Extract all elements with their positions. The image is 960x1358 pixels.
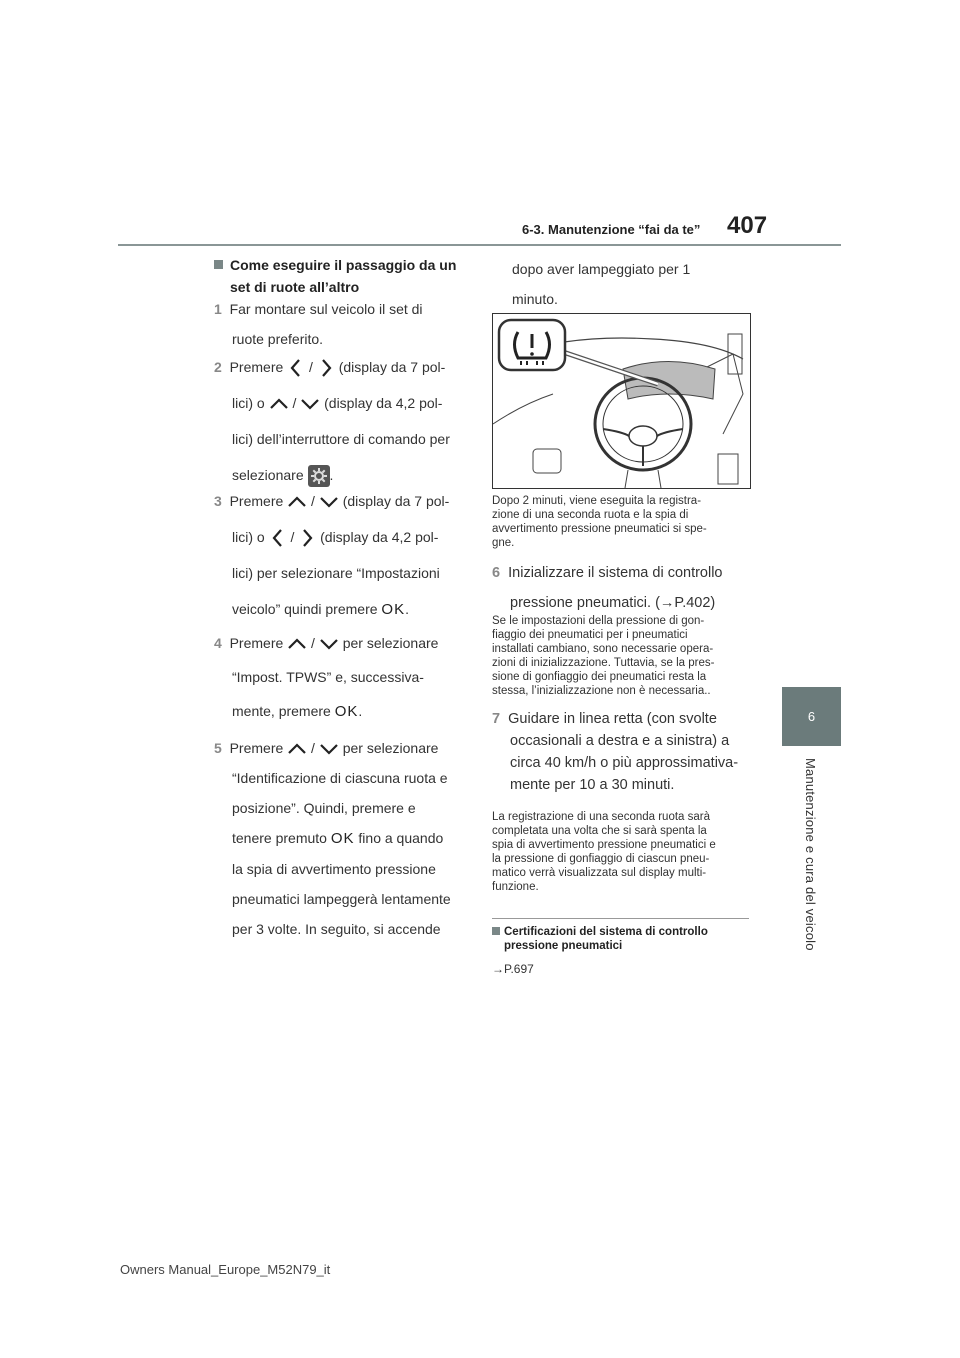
- step-text: .: [358, 703, 363, 719]
- step-text: tenere premuto: [232, 830, 327, 846]
- step-number: 2: [214, 359, 222, 375]
- step-7-note: La registrazione di una seconda ruota sarà completata una volta che si sarà spenta la spia di avvertimento pressione pneumatici e la pressione di gonfiaggio di ciascun pneu- matico verrà visualizzata sul display multi- funzione.: [492, 811, 716, 893]
- step-6: [492, 558, 750, 618]
- step-text: Far montare sul veicolo il set di: [229, 301, 423, 317]
- chapter-title: Manutenzione e cura del veicolo: [803, 758, 818, 951]
- step-text: per selezionare: [342, 635, 439, 651]
- chevron-up-icon: [287, 495, 307, 509]
- chevron-down-icon: [300, 397, 320, 411]
- footer-text: Owners Manual_Europe_M52N79_it: [120, 1262, 331, 1277]
- step-text: (display da 7 pol-: [338, 359, 446, 375]
- slash: /: [290, 529, 295, 545]
- step-text: mente, premere: [232, 703, 331, 719]
- gear-icon: [308, 465, 330, 487]
- step-number: 4: [214, 635, 222, 651]
- step-text: lici) o: [232, 529, 265, 545]
- step-text: “Identificazione di ciascuna ruota e: [232, 770, 448, 786]
- step-text: occasionali a destra e a sinistra) a: [510, 733, 730, 749]
- step-text: mente per 10 a 30 minuti.: [510, 777, 675, 793]
- step-text: per 3 volte. In seguito, si accende: [232, 921, 441, 937]
- step-text: minuto.: [512, 291, 558, 307]
- page-reference-link[interactable]: →P.697: [492, 962, 534, 976]
- chevron-up-icon: [287, 742, 307, 756]
- step-6-note: Se le impostazioni della pressione di gon- fiaggio dei pneumatici per i pneumatici installati cambiano, sono necessarie opera- zioni di inizializzazione. Tuttavia, se la pres- sione di gonfiaggio dei pneumatici resta la stessa, l’inizializzazione non è necessaria..: [492, 615, 715, 697]
- step-4: [214, 628, 476, 727]
- step-text: (display da 7 pol-: [342, 493, 450, 509]
- chevron-down-icon: [319, 495, 339, 509]
- step-number: 6: [492, 565, 501, 581]
- step-text: Premere: [229, 359, 284, 375]
- ok-button-icon: OK: [330, 830, 355, 847]
- illustration-caption: Dopo 2 minuti, viene eseguita la registra- zione di una seconda ruota e la spia di avvertimento pressione pneumatici si spe- gne.: [492, 495, 707, 549]
- heading-text: pressione pneumatici: [504, 940, 623, 952]
- slash: /: [292, 395, 297, 411]
- section-heading: [214, 254, 476, 298]
- step-text: per selezionare: [342, 740, 439, 756]
- step-text: veicolo” quindi premere: [232, 601, 378, 617]
- chevron-up-icon: [269, 397, 289, 411]
- step-5-continuation: [492, 254, 752, 314]
- step-text: lici) dell’interruttore di comando per: [232, 431, 450, 447]
- section-title: 6-3. Manutenzione “fai da te”: [522, 222, 701, 237]
- step-text: selezionare: [232, 467, 304, 483]
- certification-heading: [492, 925, 750, 953]
- step-text: Premere: [229, 740, 284, 756]
- slash: /: [309, 359, 313, 375]
- step-text: .: [405, 601, 409, 617]
- step-2: [214, 352, 476, 490]
- heading-text: Come eseguire il passaggio da un set di ruote all’altro: [230, 257, 457, 295]
- chevron-down-icon: [319, 742, 339, 756]
- page-number: 407: [727, 212, 768, 239]
- slash: /: [311, 740, 315, 756]
- step-text: lici) per selezionare “Impostazioni: [232, 565, 440, 581]
- step-text: (display da 4,2 pol-: [324, 395, 443, 411]
- chevron-down-icon: [319, 637, 339, 651]
- heading-bullet: [492, 927, 500, 935]
- slash: /: [311, 635, 315, 651]
- step-number: 5: [214, 740, 222, 756]
- step-text: circa 40 km/h o più approssimativa-: [510, 755, 739, 771]
- chevron-right-icon: [317, 358, 335, 378]
- step-7: [492, 708, 750, 796]
- step-5: [214, 733, 476, 944]
- chevron-left-icon: [269, 528, 287, 548]
- section-divider: [492, 918, 749, 919]
- heading-text: Certificazioni del sistema di controllo: [504, 926, 708, 938]
- step-text: Inizializzare il sistema di controllo: [508, 565, 723, 581]
- step-number: 1: [214, 301, 222, 317]
- step-text: pneumatici lampeggerà lentamente: [232, 891, 451, 907]
- chapter-number: 6: [807, 709, 816, 724]
- step-text: (display da 4,2 pol-: [320, 529, 439, 545]
- dashboard-illustration: [492, 313, 751, 489]
- step-number: 3: [214, 493, 222, 509]
- chevron-right-icon: [298, 528, 316, 548]
- heading-bullet: [214, 260, 223, 269]
- step-text: ruote preferito.: [232, 331, 324, 347]
- step-text: lici) o: [232, 395, 265, 411]
- step-text: Guidare in linea retta (con svolte: [508, 711, 717, 727]
- ok-button-icon: OK: [381, 601, 406, 618]
- chevron-left-icon: [287, 358, 305, 378]
- step-text: la spia di avvertimento pressione: [232, 861, 436, 877]
- chevron-up-icon: [287, 637, 307, 651]
- chapter-tab: [782, 687, 841, 746]
- step-number: 7: [492, 711, 501, 727]
- step-text: dopo aver lampeggiato per 1: [512, 261, 691, 277]
- step-1: [214, 294, 476, 354]
- header-divider: [118, 244, 841, 246]
- ok-button-icon: OK: [334, 703, 359, 720]
- step-text: pressione pneumatici. (→P.402): [510, 595, 716, 611]
- step-3: [214, 486, 476, 625]
- step-text: “Impost. TPWS” e, successiva-: [232, 669, 424, 685]
- step-text: .: [329, 467, 334, 483]
- slash: /: [311, 493, 315, 509]
- step-text: posizione”. Quindi, premere e: [232, 800, 416, 816]
- step-text: Premere: [229, 493, 284, 509]
- step-text: fino a quando: [358, 830, 444, 846]
- step-text: Premere: [229, 635, 284, 651]
